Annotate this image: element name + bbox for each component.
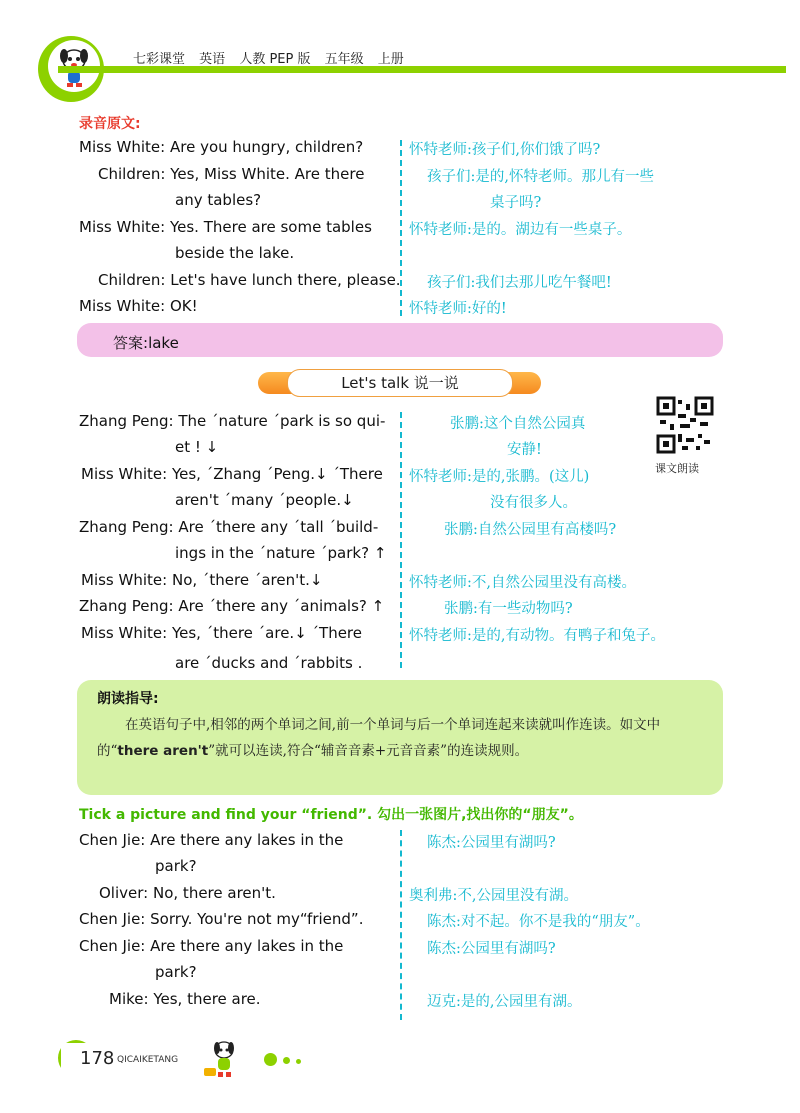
recording-line-cont: beside the lake. <box>175 244 295 262</box>
header-brand: 七彩课堂 <box>133 52 186 67</box>
recording-translation: 怀特老师:孩子们,你们饿了吗? <box>409 142 601 158</box>
reading-guide-title: 朗读指导: <box>97 691 159 707</box>
talk-title: Let's talk 说一说 <box>287 369 513 397</box>
tick-translation: 陈杰:对不起。你不是我的“朋友”。 <box>427 914 650 930</box>
footer-dot <box>296 1059 301 1064</box>
tick-divider <box>400 830 402 1020</box>
recording-translation: 怀特老师:好的! <box>409 301 507 317</box>
recording-line: Miss White: OK! <box>79 297 198 315</box>
header-term: 上册 <box>377 52 404 67</box>
talk-translation: 张鹏:这个自然公园真 <box>450 416 586 432</box>
talk-line: Zhang Peng: Are ˊthere any ˊtall ˊbuild- <box>79 518 379 536</box>
page-number: 178 <box>80 1048 115 1069</box>
tick-translation: 陈杰:公园里有湖吗? <box>427 835 556 851</box>
talk-line-cont: aren't ˊmany ˊpeople.↓ <box>175 491 354 509</box>
header-edition: 人教 PEP 版 <box>239 52 311 67</box>
recording-translation: 孩子们:我们去那儿吃午餐吧! <box>427 275 612 291</box>
recording-divider <box>400 140 402 316</box>
talk-translation: 怀特老师:不,自然公园里没有高楼。 <box>409 575 636 591</box>
header-title <box>133 48 414 67</box>
footer-dot <box>264 1053 277 1066</box>
talk-translation: 张鹏:自然公园里有高楼吗? <box>444 522 617 538</box>
tick-line: Chen Jie: Are there any lakes in the <box>79 937 344 955</box>
talk-translation-cont: 安静! <box>507 442 542 458</box>
qr-code-icon[interactable] <box>656 396 714 454</box>
recording-line: Children: Let's have lunch there, please. <box>98 271 401 289</box>
talk-translation-cont: 没有很多人。 <box>490 495 577 511</box>
talk-line: Zhang Peng: The ˊnature ˊpark is so qui- <box>79 412 386 430</box>
tick-translation: 奥利弗:不,公园里没有湖。 <box>409 888 578 904</box>
tick-translation: 陈杰:公园里有湖吗? <box>427 941 556 957</box>
header-subject: 英语 <box>199 52 226 67</box>
talk-line-cont: et ! ↓ <box>175 438 219 456</box>
talk-line: Miss White: No, ˊthere ˊaren't.↓ <box>81 571 323 589</box>
talk-line-cont: are ˊducks and ˊrabbits . <box>175 654 363 672</box>
footer-mascot <box>198 1036 244 1082</box>
recording-line-cont: any tables? <box>175 191 262 209</box>
talk-line: Zhang Peng: Are ˊthere any ˊanimals? ↑ <box>79 597 385 615</box>
talk-translation: 怀特老师:是的,有动物。有鸭子和兔子。 <box>409 628 665 644</box>
tick-translation: 迈克:是的,公园里有湖。 <box>427 994 582 1010</box>
tick-line: Oliver: No, there aren't. <box>99 884 276 902</box>
recording-translation: 怀特老师:是的。湖边有一些桌子。 <box>409 222 632 238</box>
talk-translation: 张鹏:有一些动物吗? <box>444 601 573 617</box>
header-grade: 五年级 <box>324 52 364 67</box>
header-bar <box>58 66 786 73</box>
talk-line-cont: ings in the ˊnature ˊpark? ↑ <box>175 544 387 562</box>
tick-title: Tick a picture and find your “friend”. 勾出一张图片,找出你的“朋友”。 <box>79 807 583 823</box>
recording-line: Miss White: Yes. There are some tables <box>79 218 372 236</box>
recording-translation: 孩子们:是的,怀特老师。那儿有一些 <box>427 169 654 185</box>
tick-line: Mike: Yes, there are. <box>109 990 261 1008</box>
recording-line: Children: Yes, Miss White. Are there <box>98 165 365 183</box>
talk-divider <box>400 412 402 668</box>
qr-label: 课文朗读 <box>655 462 699 475</box>
talk-line: Miss White: Yes, ˊthere ˊare.↓ ˊThere <box>81 624 362 642</box>
footer-dot <box>283 1057 290 1064</box>
tick-line-cont: park? <box>155 963 197 981</box>
recording-translation-cont: 桌子吗? <box>490 195 542 211</box>
footer-brand: QICAIKETANG <box>117 1055 179 1065</box>
tick-line: Chen Jie: Are there any lakes in the <box>79 831 344 849</box>
talk-translation: 怀特老师:是的,张鹏。(这儿) <box>409 469 590 485</box>
tick-line: Chen Jie: Sorry. You're not my“friend”. <box>79 910 364 928</box>
recording-label: 录音原文: <box>79 116 141 132</box>
answer: 答案:lake <box>113 334 179 352</box>
reading-guide-body: 在英语句子中,相邻的两个单词之间,前一个单词与后一个单词连起来读就叫作连读。如文中的“there aren't”就可以连读,符合“辅音音素+元音音素”的连读规则。 <box>97 717 661 759</box>
recording-line: Miss White: Are you hungry, children? <box>79 138 364 156</box>
talk-line: Miss White: Yes, ˊZhang ˊPeng.↓ ˊThere <box>81 465 383 483</box>
tick-line-cont: park? <box>155 857 197 875</box>
